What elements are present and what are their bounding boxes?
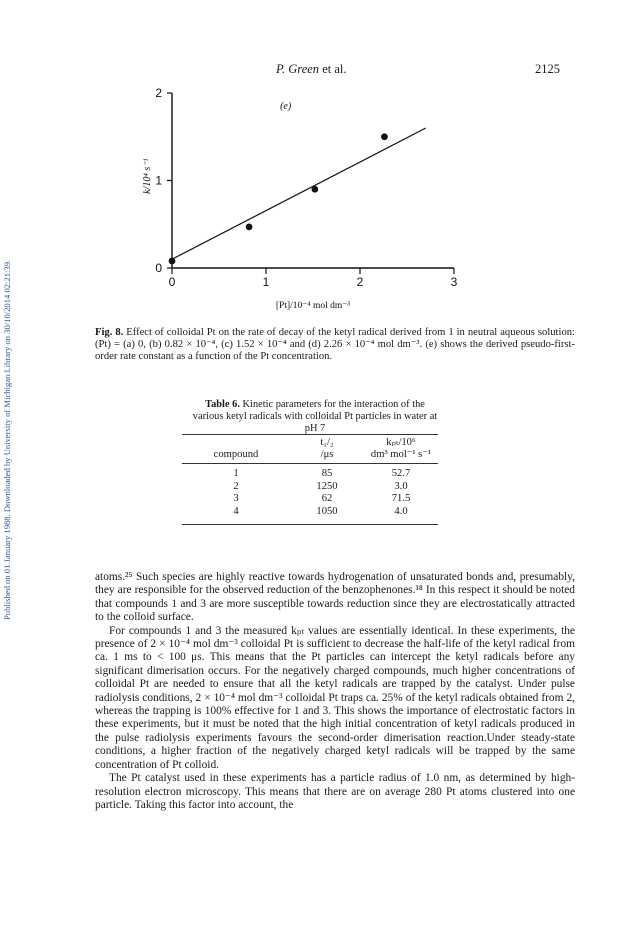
- data-point: [246, 223, 253, 230]
- cell-half-life: 62: [321, 493, 333, 504]
- data-point: [169, 258, 176, 265]
- table-header-row: [182, 435, 438, 464]
- figure-caption-text: Effect of colloidal Pt on the rate of decay of the ketyl radical derived from 1 in neutral aqueous solution: (Pt) = (a) 0, (b) 0.82 × 10⁻⁴, (c) 1.52 × 10⁻⁴ and (d) 2.26 × 10⁻⁴ mol dm⁻³. (e) shows the derived pseudo-first-order rate constant as a function of the Pt concentration.: [95, 327, 575, 363]
- cell-compound: 3: [233, 493, 239, 504]
- figure-8e: [130, 80, 470, 320]
- table-caption: [190, 399, 440, 435]
- table-row: [182, 493, 438, 506]
- y-axis-label: k/10⁴ s⁻¹: [142, 158, 153, 194]
- author-name: P. Green: [276, 62, 320, 76]
- page-number: 2125: [535, 62, 560, 76]
- cell-compound: 1: [233, 468, 239, 479]
- cell-half-life: 85: [321, 468, 333, 479]
- cell-kpt: 3.0: [394, 480, 408, 492]
- header-half-life: t₁/₂ /μs: [320, 437, 334, 460]
- header-kpt: kₚₜ/10⁶ dm³ mol⁻¹ s⁻¹: [370, 437, 432, 460]
- data-point: [311, 186, 318, 193]
- panel-label: (e): [280, 100, 292, 112]
- x-tick-label: 2: [356, 275, 364, 289]
- header-compound: compound: [213, 449, 259, 460]
- cell-kpt: 52.7: [391, 468, 411, 479]
- kinetic-parameters-table: [182, 434, 438, 525]
- x-axis-label: [Pt]/10⁻⁴ mol dm⁻³: [275, 301, 351, 311]
- data-point: [381, 133, 388, 140]
- download-note: Published on 01 January 1988. Downloaded by University of Michigan Library on 30/10/2014 02:21:39.: [2, 259, 12, 620]
- body-text: [95, 571, 575, 812]
- y-tick-label: 1: [155, 173, 162, 188]
- figure-caption-label: Fig. 8.: [95, 327, 124, 338]
- table-row: [182, 468, 438, 481]
- y-tick-label: 2: [155, 86, 162, 100]
- cell-compound: 2: [233, 480, 239, 492]
- cell-compound: 4: [233, 505, 239, 517]
- rate-constant-chart: [130, 80, 470, 320]
- paragraph: The Pt catalyst used in these experiments has a particle radius of 1.0 nm, as determined by high-resolution electron microscopy. This means that there are on average 280 Pt atoms clustered into one particle. Taking this factor into account, the: [95, 772, 575, 811]
- paragraph: For compounds 1 and 3 the measured kₚₜ values are essentially identical. In these experiments, the presence of 2 × 10⁻⁴ mol dm⁻³ colloidal Pt is sufficient to decrease the half-life of the ketyl radical from ca. 1 ms to < 100 μs. This means that the Pt particles can intercept the ketyl radicals before any significant dimerisation occurs. For the negatively charged compounds, much higher concentrations of colloidal Pt are needed to ensure that all the ketyl radicals are trapped by the catalyst. Under pulse radiolysis conditions, 2 × 10⁻⁴ mol dm⁻³ colloidal Pt traps ca. 25% of the ketyl radicals obtained from 2, whereas the trapping is 100% effective for 1 and 3. This shows the importance of electrostatic factors in these experiments, but it must be noted that the high initial concentration of ketyl radicals produced in the pulse radiolysis experiments favours the second-order dimerisation reaction.Under steady-state conditions, a higher fraction of the negatively charged ketyl radicals will be trapped by the same concentration of Pt colloid.: [95, 624, 575, 771]
- table-caption-label: Table 6.: [205, 399, 240, 410]
- cell-half-life: 1250: [316, 480, 338, 492]
- cell-half-life: 1050: [316, 505, 338, 517]
- x-tick-label: 0: [168, 275, 176, 289]
- table-caption-text: Kinetic parameters for the interaction of the various ketyl radicals with colloidal Pt particles in water at pH 7: [192, 399, 438, 434]
- y-tick-label: 0: [155, 261, 162, 275]
- table-row: [182, 481, 438, 494]
- figure-caption: [95, 327, 575, 364]
- paragraph: atoms.²⁵ Such species are highly reactive towards hydrogenation of unsaturated bonds and, presumably, they are responsible for the observed reduction of the benzophenones.¹⁸ In this respect it should be noted that compounds 1 and 3 are more susceptible towards reduction since they are electrostatically attracted to the colloid surface.: [95, 571, 575, 624]
- table-row: [182, 506, 438, 519]
- cell-kpt: 4.0: [394, 505, 408, 517]
- authors: [276, 62, 346, 77]
- fit-line: [172, 128, 426, 259]
- x-tick-label: 3: [450, 275, 458, 289]
- cell-kpt: 71.5: [391, 493, 411, 504]
- x-tick-label: 1: [262, 275, 270, 289]
- author-suffix: et al.: [319, 62, 347, 76]
